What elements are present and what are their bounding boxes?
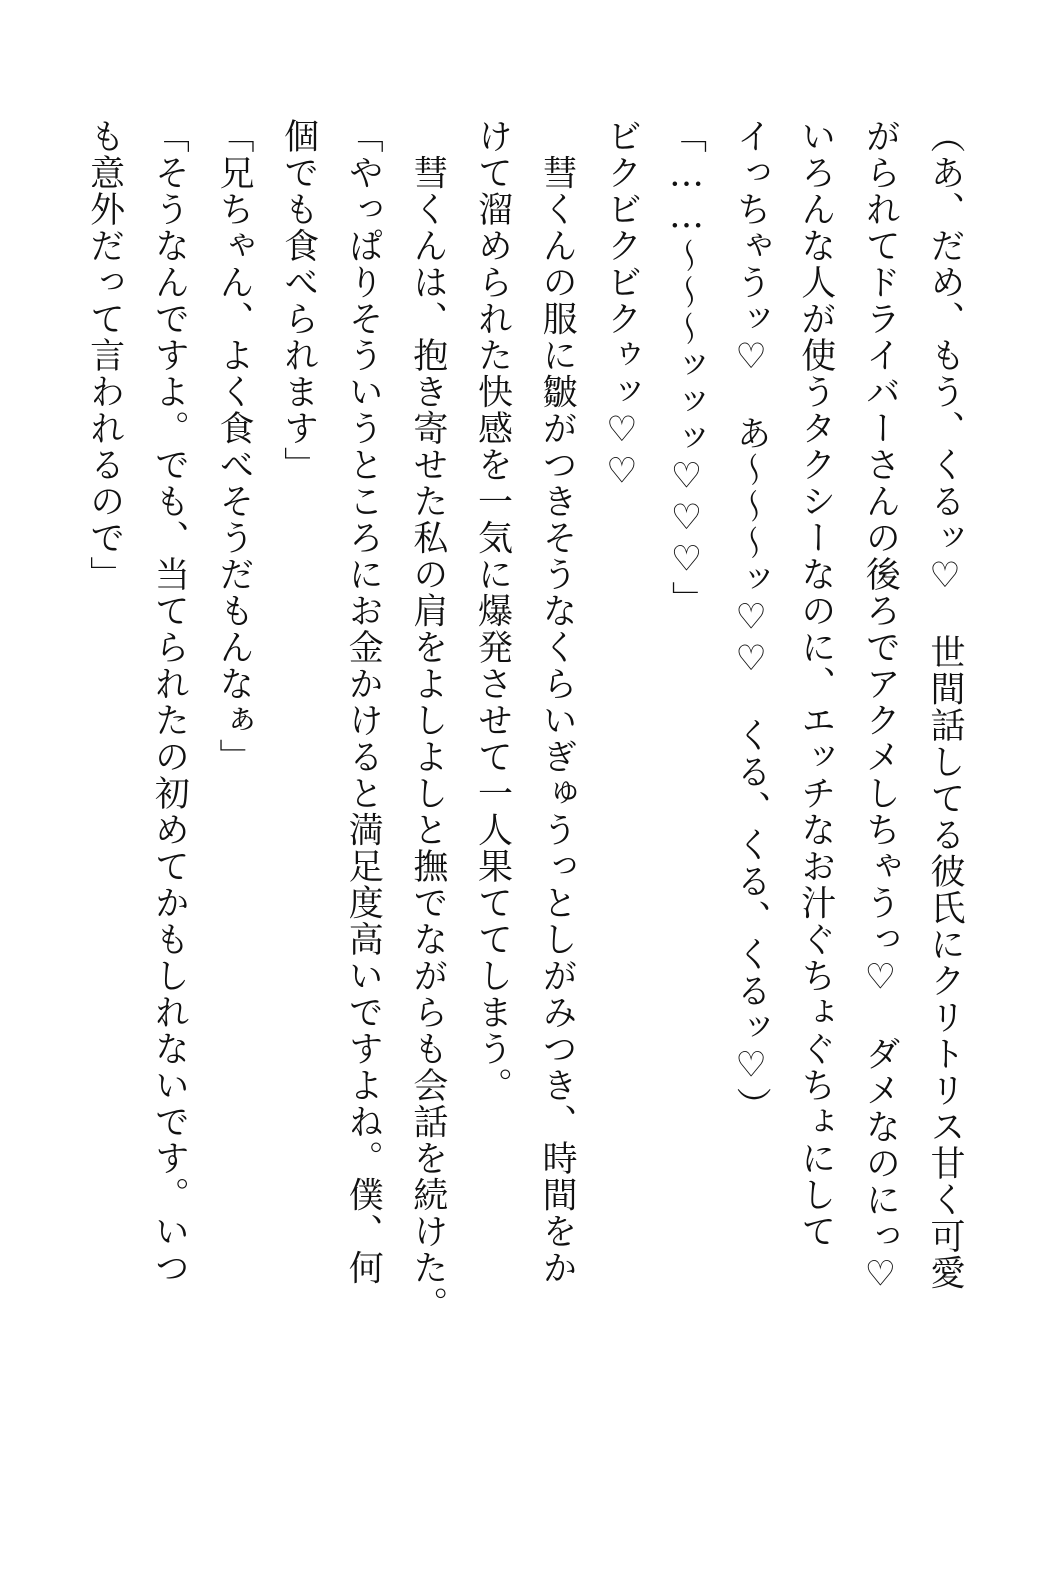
text-line: 「……～～～ッッッ♡♡♡」 — [666, 118, 707, 618]
text-line: いろんな人が使うタクシーなのに、エッチなお汁ぐちょぐちょにして — [795, 118, 836, 1250]
text-line: 「兄ちゃん、よく食べそうだもんなぁ」 — [213, 118, 254, 775]
text-line: 個でも食べられます」 — [278, 118, 319, 483]
vertical-text-body — [68, 118, 973, 1480]
text-line: けて溜められた快感を一気に爆発させて一人果ててしまう。 — [472, 118, 513, 1104]
text-line: 「そうなんですよ。でも、当てられたの初めてかもしれないです。いつ — [149, 118, 190, 1286]
text-line: 「やっぱりそういうところにお金かけると満足度高いですよね。僕、何 — [343, 118, 384, 1286]
text-line: （あ、だめ、もう、くるッ♡ 世間話してる彼氏にクリトリス甘く可愛 — [925, 118, 965, 1291]
text-line: 彗くんは、抱き寄せた私の肩をよしよしと撫でながらも会話を続けた。 — [407, 118, 448, 1323]
text-line: 彗くんの服に皺がつきそうなくらいぎゅうっとしがみつき、時間をか — [537, 118, 578, 1286]
text-line: も意外だって言われるので」 — [84, 118, 125, 593]
text-line: イっちゃうッ♡ あ～～～ッ♡♡ くる、くる、くるッ♡） — [731, 118, 772, 1124]
text-line: がられてドライバーさんの後ろでアクメしちゃうっ♡ ダメなのにっ♡ — [860, 118, 901, 1296]
text-line: ビクビクビクゥッ♡♡ — [601, 118, 642, 493]
